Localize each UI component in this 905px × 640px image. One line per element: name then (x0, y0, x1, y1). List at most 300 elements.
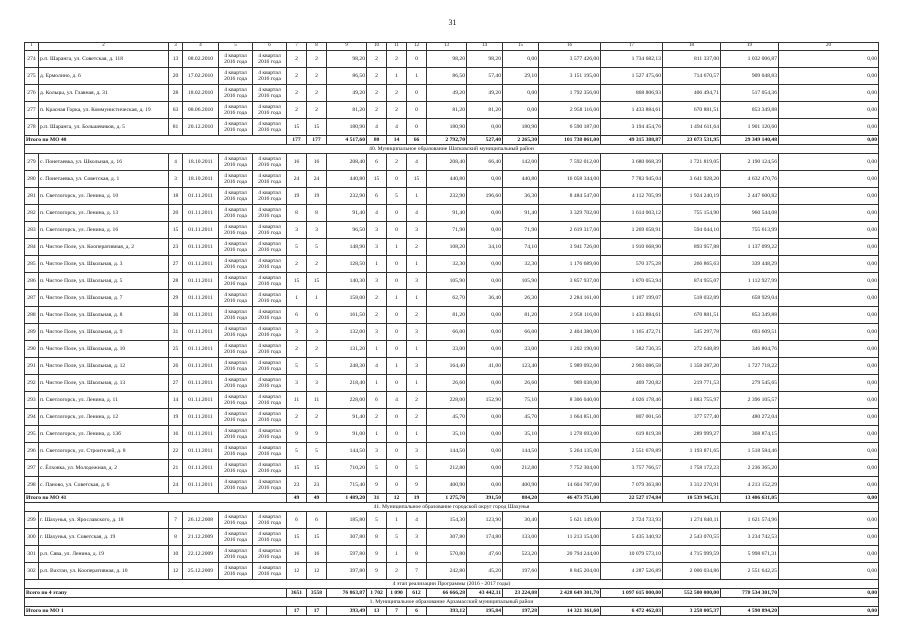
table-cell: 01.11.2011 (183, 239, 219, 256)
column-number: 12 (407, 43, 427, 51)
table-cell: 5 435 340,92 (601, 529, 663, 546)
table-cell: 29,10 (503, 68, 539, 85)
table-row (25, 85, 879, 102)
total-cell: 23 224,08 (503, 589, 539, 598)
table-row (25, 154, 879, 171)
table-cell: 5 264 135,00 (539, 443, 601, 460)
table-cell: 228,00 (327, 392, 367, 409)
table-row (25, 443, 879, 460)
table-cell: 4 112 705,99 (601, 188, 663, 205)
table-cell: 853 349,88 (721, 307, 779, 324)
table-cell: 0,00 (779, 205, 879, 222)
table-cell: п. Чистое Поле, ул. Школьная, д. 8 (39, 307, 169, 324)
total-cell: 527,40 (467, 136, 503, 145)
table-cell: 1 (407, 188, 427, 205)
table-cell: 180,90 (427, 119, 467, 136)
table-cell: 36,30 (503, 188, 539, 205)
total-cell: 19 (407, 494, 427, 503)
table-cell: 0,00 (779, 154, 879, 171)
table-cell: 4 квартал 2016 года (219, 273, 253, 290)
table-cell: 3 577 426,00 (539, 51, 601, 68)
table-cell: 21 (169, 460, 183, 477)
table-cell: 670 881,51 (663, 102, 721, 119)
table-cell: 5 989 092,00 (539, 358, 601, 375)
column-number: 4 (183, 43, 219, 51)
table-cell: 4 квартал 2016 года (253, 529, 287, 546)
table-cell: 3 (367, 239, 387, 256)
table-cell: 570,80 (427, 546, 467, 563)
table-cell: 307,80 (427, 529, 467, 546)
table-cell: 284 (25, 239, 39, 256)
table-row (25, 119, 879, 136)
column-number: 6 (253, 43, 287, 51)
total-cell: 177 (287, 136, 307, 145)
table-cell: п. Светлогорск, ул. Ленина, д. 13 (39, 205, 169, 222)
table-cell: п. Светлогорск, ул. Строителей, д. 8 (39, 443, 169, 460)
table-cell: 1 (387, 358, 407, 375)
table-cell: 1 734 682,13 (601, 51, 663, 68)
table-cell: 4 квартал 2016 года (219, 324, 253, 341)
table-row (25, 51, 879, 68)
table-cell: 4 квартал 2016 года (253, 392, 287, 409)
table-cell: 212,80 (503, 460, 539, 477)
table-cell: 86,50 (327, 68, 367, 85)
table-cell: 0 (387, 222, 407, 239)
table-cell: 66,40 (467, 154, 503, 171)
total-cell: 1 090 (387, 589, 407, 598)
table-cell: 2 (307, 68, 327, 85)
table-cell: 4 квартал 2016 года (253, 256, 287, 273)
table-cell: 4 квартал 2016 года (219, 307, 253, 324)
table-cell: 30 (169, 307, 183, 324)
table-cell: 0,00 (467, 307, 503, 324)
table-cell: 1 901 120,60 (721, 119, 779, 136)
table-cell: 81,20 (467, 102, 503, 119)
table-cell: 14 604 787,00 (539, 477, 601, 494)
total-cell: 0,00 (779, 589, 879, 598)
table-cell: 1 910 668,90 (601, 239, 663, 256)
table-cell: 132,00 (327, 324, 367, 341)
table-cell: 4 квартал 2016 года (219, 68, 253, 85)
table-cell: 96,50 (327, 222, 367, 239)
table-cell: 18.02.2010 (183, 85, 219, 102)
table-cell: 5 (407, 460, 427, 477)
table-cell: 45,70 (503, 409, 539, 426)
table-cell: 2 (367, 409, 387, 426)
table-cell: 4 квартал 2016 года (219, 171, 253, 188)
table-cell: 4 квартал 2016 года (219, 460, 253, 477)
column-number: 8 (307, 43, 327, 51)
table-cell: 01.11.2011 (183, 307, 219, 324)
table-cell: 8 (407, 546, 427, 563)
table-cell: 24 (287, 171, 307, 188)
table-cell: 4 квартал 2016 года (253, 409, 287, 426)
table-cell: 4 квартал 2016 года (253, 443, 287, 460)
table-cell: 4 213 152,29 (721, 477, 779, 494)
table-cell: 0,00 (503, 85, 539, 102)
table-row (25, 512, 879, 529)
total-row (25, 494, 879, 503)
column-number: 20 (779, 43, 879, 51)
table-cell: 714 670,57 (663, 68, 721, 85)
table-cell: 307,80 (327, 529, 367, 546)
table-cell: 670 881,51 (663, 307, 721, 324)
table-cell: 868 806,93 (601, 85, 663, 102)
table-cell: 66,00 (427, 324, 467, 341)
table-cell: 66,00 (503, 324, 539, 341)
table-cell: 01.11.2011 (183, 409, 219, 426)
table-cell: 4 квартал 2016 года (253, 375, 287, 392)
table-cell: 339 448,29 (721, 256, 779, 273)
table-cell: 2 (387, 563, 407, 580)
table-cell: 0,00 (779, 443, 879, 460)
table-cell: 4 квартал 2016 года (253, 460, 287, 477)
table-cell: 6 (287, 307, 307, 324)
table-cell: 4 (367, 119, 387, 136)
table-cell: д. Ермолино, д. 6 (39, 68, 169, 85)
table-cell: 41,00 (467, 358, 503, 375)
table-cell: 01.11.2011 (183, 358, 219, 375)
total-cell: 1 097 615 000,00 (601, 589, 663, 598)
table-cell: 0,00 (467, 171, 503, 188)
table-row (25, 188, 879, 205)
table-cell: р.п. Сява, ул. Ленина, д. 19 (39, 546, 169, 563)
table-cell: 4 квартал 2016 года (219, 51, 253, 68)
table-cell: 6 (307, 512, 327, 529)
total-cell: 22 527 174,84 (601, 494, 663, 503)
table-cell: 4 квартал 2016 года (219, 546, 253, 563)
table-cell: 2 447 600,82 (721, 188, 779, 205)
table-cell: 300 (25, 529, 39, 546)
table-cell: 34,10 (467, 239, 503, 256)
table-cell: 105,90 (503, 273, 539, 290)
total-cell: 3651 (287, 589, 307, 598)
table-cell: 8 (307, 205, 327, 222)
table-cell: 0 (387, 443, 407, 460)
table-cell: 0,00 (779, 256, 879, 273)
table-cell: 518 032,89 (663, 290, 721, 307)
table-cell: 01.11.2011 (183, 460, 219, 477)
table-cell: 196,60 (467, 188, 503, 205)
table-cell: 274 (25, 51, 39, 68)
table-cell: 0 (387, 426, 407, 443)
column-number: 13 (427, 43, 467, 51)
table-cell: 4 квартал 2016 года (219, 85, 253, 102)
table-cell: г. Шахунья, ул. Ярославского, д. 18 (39, 512, 169, 529)
table-cell: 811 337,00 (663, 51, 721, 68)
table-row (25, 341, 879, 358)
table-cell: 144,50 (427, 443, 467, 460)
table-cell: 23 (287, 477, 307, 494)
table-cell: 8 484 547,00 (539, 188, 601, 205)
table-cell: 4 квартал 2016 года (253, 563, 287, 580)
table-cell: 2 (367, 85, 387, 102)
table-row (25, 477, 879, 494)
section-title: 4 этап реализации Программы (2016 - 2017 годы) (25, 580, 879, 589)
table-cell: 3 151 195,00 (539, 68, 601, 85)
table-cell: п. Чистое Поле, ул. Школьная, д. 7 (39, 290, 169, 307)
table-cell: 5 (307, 443, 327, 460)
table-cell: 144,50 (503, 443, 539, 460)
table-cell: с. Понетаевка, ул. Школьная, д. 16 (39, 154, 169, 171)
table-cell: 517 054,36 (721, 85, 779, 102)
table-cell: 4 (387, 119, 407, 136)
table-cell: 874 955,07 (663, 273, 721, 290)
table-cell: 302 (25, 563, 39, 580)
total-cell: 13 406 631,05 (721, 494, 779, 503)
table-cell: 7 783 945,04 (601, 171, 663, 188)
table-cell: 18.10.2011 (183, 154, 219, 171)
table-cell: 4 квартал 2016 года (253, 222, 287, 239)
table-cell: 7 079 363,80 (601, 477, 663, 494)
table-cell: 33,00 (427, 341, 467, 358)
table-cell: 11 213 154,00 (539, 529, 601, 546)
table-cell: 24 (307, 171, 327, 188)
table-cell: 180,90 (503, 119, 539, 136)
table-cell: 0,00 (779, 273, 879, 290)
table-cell: 142,00 (503, 154, 539, 171)
table-cell: 4 квартал 2016 года (219, 205, 253, 222)
table-cell: 0,00 (467, 222, 503, 239)
table-cell: 0,00 (467, 324, 503, 341)
table-cell: 01.11.2011 (183, 324, 219, 341)
table-cell: 4 квартал 2016 года (219, 426, 253, 443)
total-cell: 43 442,11 (467, 589, 503, 598)
table-cell: 3 (307, 375, 327, 392)
table-cell: 19 (287, 188, 307, 205)
table-cell: 440,80 (327, 171, 367, 188)
table-cell: 161,50 (327, 307, 367, 324)
table-cell: 28 (169, 85, 183, 102)
table-cell: 18 (169, 188, 183, 205)
table-cell: 4 квартал 2016 года (253, 85, 287, 102)
table-cell: 0,00 (779, 358, 879, 375)
column-number: 7 (287, 43, 307, 51)
table-cell: 1 (407, 256, 427, 273)
table-cell: 4 квартал 2016 года (253, 358, 287, 375)
table-cell: 01.11.2011 (183, 426, 219, 443)
column-number: 2 (39, 43, 169, 51)
section-row (25, 145, 879, 154)
table-cell: 2 (367, 102, 387, 119)
table-cell: 0 (387, 477, 407, 494)
table-cell: 62,70 (427, 290, 467, 307)
table-cell: 281 (25, 188, 39, 205)
table-cell: 49,20 (467, 85, 503, 102)
table-cell: 26.12.2008 (183, 512, 219, 529)
table-cell: 8 (287, 205, 307, 222)
table-cell: 0,00 (467, 460, 503, 477)
table-cell: 3 194 454,76 (601, 119, 663, 136)
table-cell: 16 058 344,00 (539, 171, 601, 188)
table-cell: 400,90 (427, 477, 467, 494)
table-cell: 12 (287, 563, 307, 580)
table-cell: 8 (367, 529, 387, 546)
table-cell: 6 (367, 188, 387, 205)
table-cell: 1 176 689,00 (539, 256, 601, 273)
table-cell: 7 752 304,00 (539, 460, 601, 477)
table-cell: 15 (287, 529, 307, 546)
table-cell: 91,40 (327, 205, 367, 222)
table-cell: 0,00 (779, 119, 879, 136)
table-cell: 7 592 012,00 (539, 154, 601, 171)
table-cell: 285 (25, 256, 39, 273)
table-cell: 2 (367, 68, 387, 85)
table-row (25, 460, 879, 477)
section-row (25, 598, 879, 607)
table-cell: 1 (407, 426, 427, 443)
table-cell: 4 287 526,89 (601, 563, 663, 580)
table-cell: 3 (407, 358, 427, 375)
table-cell: 3 757 766,57 (601, 460, 663, 477)
table-cell: 14 (169, 392, 183, 409)
table-cell: 0,00 (779, 563, 879, 580)
table-cell: 1 (387, 512, 407, 529)
table-cell: 22.12.2009 (183, 546, 219, 563)
table-cell: 5 (287, 443, 307, 460)
table-cell: 01.11.2011 (183, 443, 219, 460)
table-cell: 346 804,76 (721, 341, 779, 358)
table-cell: 0 (387, 375, 407, 392)
table-cell: 619 819,38 (601, 426, 663, 443)
table-cell: 20 (169, 205, 183, 222)
table-cell: 1 721 819,05 (663, 154, 721, 171)
table-cell: 152,90 (467, 392, 503, 409)
table-cell: 0 (387, 307, 407, 324)
table-cell: 0,00 (467, 409, 503, 426)
total-cell: 778 534 301,70 (721, 589, 779, 598)
table-cell: 242,80 (427, 563, 467, 580)
table-cell: 01.11.2011 (183, 290, 219, 307)
table-cell: 91,40 (503, 205, 539, 222)
table-row (25, 409, 879, 426)
table-cell: 17.02.2010 (183, 68, 219, 85)
total-cell: 49 (287, 494, 307, 503)
table-cell: 1 621 574,96 (721, 512, 779, 529)
table-cell: 0 (407, 51, 427, 68)
table-cell: 658 929,04 (721, 290, 779, 307)
table-cell: 4 квартал 2016 года (253, 341, 287, 358)
table-cell: 01.11.2011 (183, 256, 219, 273)
table-cell: 3 329 702,00 (539, 205, 601, 222)
table-cell: 1 494 611,64 (663, 119, 721, 136)
table-cell: 710,20 (327, 460, 367, 477)
table-cell: 01.11.2011 (183, 205, 219, 222)
table-cell: 01.11.2011 (183, 392, 219, 409)
table-cell: 71,90 (427, 222, 467, 239)
table-cell: 248,30 (327, 358, 367, 375)
column-number: 19 (721, 43, 779, 51)
table-cell: 0,00 (467, 375, 503, 392)
table-cell: 22 (169, 443, 183, 460)
table-cell: 148,90 (327, 239, 367, 256)
table-cell: 63 (169, 102, 183, 119)
table-cell: 4 квартал 2016 года (219, 512, 253, 529)
table-cell: 292 (25, 375, 39, 392)
table-cell: 86,50 (427, 68, 467, 85)
table-cell: 4 квартал 2016 года (253, 188, 287, 205)
table-row (25, 426, 879, 443)
table-cell: 0 (387, 409, 407, 426)
table-cell: 0,00 (779, 68, 879, 85)
table-cell: п. Красная Горка, ул. Коммунистическая, д. 19 (39, 102, 169, 119)
table-cell: 440,80 (427, 171, 467, 188)
table-cell: 283 (25, 222, 39, 239)
table-cell: 208,40 (327, 154, 367, 171)
table-cell: 4 квартал 2016 года (253, 239, 287, 256)
table-cell: 0 (387, 256, 407, 273)
table-cell: 5 (387, 188, 407, 205)
table-cell: 11 (307, 392, 327, 409)
table-cell: 3 (407, 443, 427, 460)
table-cell: 1 924 240,19 (663, 188, 721, 205)
total-cell: 1 275,70 (427, 494, 467, 503)
table-cell: 4 квартал 2016 года (219, 563, 253, 580)
total-cell: 6 (407, 607, 427, 616)
table-cell: 16 (307, 546, 327, 563)
table-cell: 275 (25, 68, 39, 85)
table-cell: 0,00 (779, 375, 879, 392)
table-cell: 4 632 470,76 (721, 171, 779, 188)
table-cell: 81 (169, 119, 183, 136)
table-cell: 0 (387, 171, 407, 188)
table-cell: 1 (387, 239, 407, 256)
table-cell: 2 (287, 102, 307, 119)
table-cell: 19 (307, 188, 327, 205)
total-cell: 17 (307, 607, 327, 616)
table-cell: 1 758 172,23 (663, 460, 721, 477)
table-cell: 4 квартал 2016 года (219, 239, 253, 256)
table-cell: 2 543 070,55 (663, 529, 721, 546)
total-cell: 29 349 140,48 (721, 136, 779, 145)
table-cell: 4 квартал 2016 года (219, 290, 253, 307)
table-cell: п. Светлогорск, ул. Ленина, д. 11 (39, 392, 169, 409)
table-cell: п. Чистое Поле, ул. Школьная, д. 13 (39, 375, 169, 392)
table-cell: 20 (169, 68, 183, 85)
table-cell: 1 (287, 290, 307, 307)
table-row (25, 529, 879, 546)
table-cell: 279 545,65 (721, 375, 779, 392)
table-cell: 1 274 840,11 (663, 512, 721, 529)
table-cell: 3 (287, 222, 307, 239)
table-cell: 2 (307, 256, 327, 273)
table-cell: 49,20 (427, 85, 467, 102)
table-cell: 180,90 (327, 119, 367, 136)
table-cell: 2 958 116,00 (539, 102, 601, 119)
table-cell: 1 727 718,22 (721, 358, 779, 375)
table-cell: 15 (307, 119, 327, 136)
table-cell: 4 квартал 2016 года (253, 546, 287, 563)
total-cell: 195,84 (467, 607, 503, 616)
table-cell: 33,00 (503, 341, 539, 358)
table-cell: 266 865,63 (663, 256, 721, 273)
table-cell: 15 (169, 222, 183, 239)
total-cell: 80 (367, 136, 387, 145)
table-row (25, 102, 879, 119)
table-cell: 807 001,56 (601, 409, 663, 426)
table-cell: 4 квартал 2016 года (219, 256, 253, 273)
section-title: 40. Муниципальное образование Шатковский муниципальный район (25, 145, 879, 154)
table-cell: 294 (25, 409, 39, 426)
table-cell: 91,40 (427, 205, 467, 222)
table-cell: п. Светлогорск, ул. Ленина, д. 16 (39, 222, 169, 239)
table-cell: 4 квартал 2016 года (253, 273, 287, 290)
table-cell: 0,00 (779, 102, 879, 119)
table-cell: п. Чистое Поле, ул. Школьная, д. 9 (39, 324, 169, 341)
table-row (25, 546, 879, 563)
table-cell: 45,70 (427, 409, 467, 426)
total-cell: 552 500 000,00 (663, 589, 721, 598)
